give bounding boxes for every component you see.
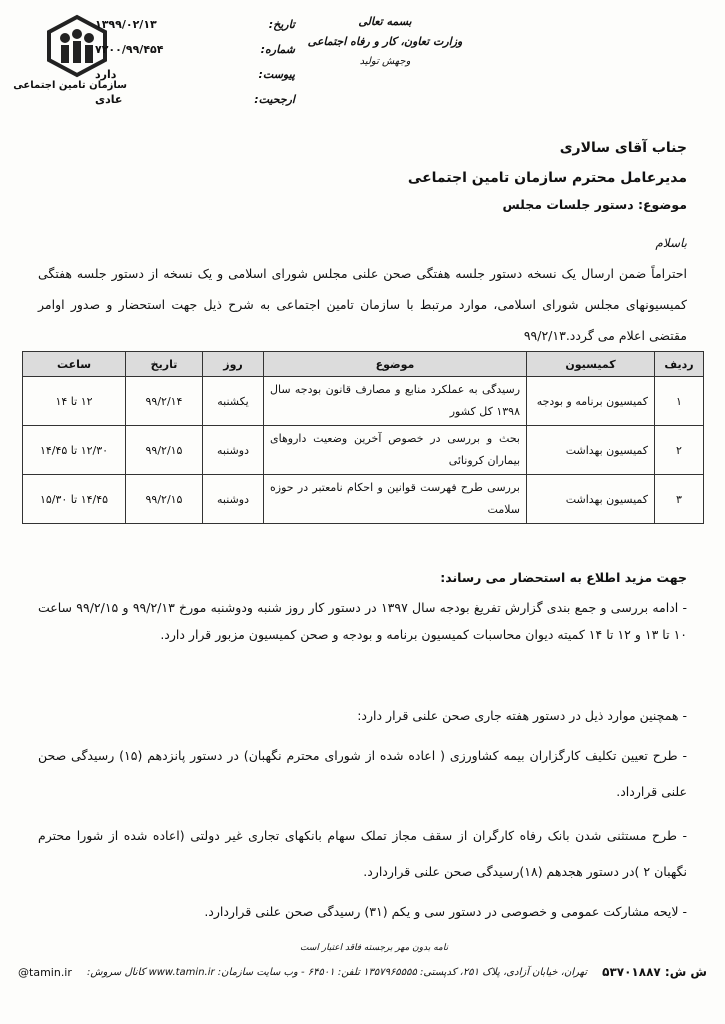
cell-subject: رسیدگی به عملکرد منابع و مصارف قانون بودجه سال ۱۳۹۸ کل کشور [264, 377, 527, 426]
letter-subject: موضوع: دستور جلسات مجلس [502, 197, 687, 212]
meta-label: تاریخ: [268, 18, 295, 31]
cell-commission: کمیسیون بهداشت [527, 475, 655, 524]
cell-num: ۲ [655, 426, 704, 475]
cell-time: ۱۴/۴۵ تا ۱۵/۳۰ [23, 475, 126, 524]
additional-item: - طرح مستثنی شدن بانک رفاه کارگران از سقف مجاز تملک سهام بانکهای تجاری غیر دولتی (اعاده شده از شورا محترم نگهبان ۲ )در دستور هجدهم (۱۸)رسیدگی صحن علنی قراردارد. [38, 828, 687, 879]
cell-day: دوشنبه [203, 475, 264, 524]
cell-date: ۹۹/۲/۱۴ [126, 377, 203, 426]
meta-row-attachment [95, 62, 295, 87]
meta-value: ۷۲۰۰/۹۹/۴۵۴ [95, 43, 164, 56]
contact-address: تهران، خیابان آزادی، پلاک ۲۵۱، کدپستی: ۱۳۵۷۹۶۵۵۵۵ تلفن: ۶۴۵۰۱ - وب سایت سازمان: www.tamin.ir کانال سروش: [87, 966, 588, 978]
letter-meta [95, 12, 295, 112]
intro-paragraph: احتراماً ضمن ارسال یک نسخه دستور جلسه هفتگی صحن علنی مجلس شورای اسلامی و یک نسخه از دستور جلسه هفتگی کمیسیونهای مجلس شورای اسلامی، موارد مرتبط با سازمان تامین اجتماعی به شرح ذیل جهت استحضار و صدور اوامر مقتضی اعلام می گردد.۹۹/۲/۱۳ [38, 266, 687, 343]
table-row [23, 426, 704, 475]
serial-number: ش ش: ۵۳۷۰۱۸۸۷ [602, 965, 707, 979]
col-header-commission: کمیسیون [527, 352, 655, 377]
soroush-channel: @tamin.ir [18, 965, 72, 979]
additional-heading: جهت مزید اطلاع به استحضار می رساند: [440, 570, 687, 585]
cell-date: ۹۹/۲/۱۵ [126, 426, 203, 475]
col-header-date: تاریخ [126, 352, 203, 377]
validity-note: نامه بدون مهر برجسته فاقد اعتبار است [300, 943, 449, 953]
meta-value: دارد [95, 68, 117, 81]
year-motto: وجهش تولید [359, 56, 411, 67]
letter-heading [300, 12, 470, 72]
meta-label: ارجحیت: [254, 93, 295, 106]
meta-value: ۱۳۹۹/۰۲/۱۳ [95, 18, 157, 31]
meta-value: عادی [95, 93, 123, 106]
meta-row-priority [95, 87, 295, 112]
table-row [23, 475, 704, 524]
recipient-title: مدیرعامل محترم سازمان تامین اجتماعی [407, 170, 687, 186]
org-name: سازمان تامین اجتماعی [13, 80, 127, 91]
bismillah: بسمه تعالی [358, 15, 412, 28]
cell-day: دوشنبه [203, 426, 264, 475]
meta-label: شماره: [260, 43, 295, 56]
cell-time: ۱۲/۳۰ تا ۱۴/۴۵ [23, 426, 126, 475]
cell-date: ۹۹/۲/۱۵ [126, 475, 203, 524]
cell-subject: بحث و بررسی در خصوص آخرین وضعیت داروهای بیماران کرونائی [264, 426, 527, 475]
commission-schedule-table [22, 351, 704, 524]
additional-item: - ادامه بررسی و جمع بندی گزارش تفریغ بودجه سال ۱۳۹۷ در دستور کار روز شنبه ودوشنبه مورخ ۹۹/۲/۱۳ و ۹۹/۲/۱۵ ساعت ۱۰ تا ۱۳ و ۱۲ تا ۱۴ کمیته دیوان محاسبات کمیسیون برنامه و بودجه و صحن کمیسیون مزبور قرار دارد. [38, 600, 687, 642]
meta-row-number [95, 37, 295, 62]
cell-commission: کمیسیون برنامه و بودجه [527, 377, 655, 426]
additional-item: - طرح تعیین تکلیف کارگزاران بیمه کشاورزی ( اعاده شده از شورای محترم نگهبان) در دستور پانزدهم (۱۵) رسیدگی صحن علنی قرارداد. [38, 748, 687, 799]
additional-item: - همچنین موارد ذیل در دستور هفته جاری صحن علنی قرار دارد: [357, 708, 687, 723]
meta-row-date [95, 12, 295, 37]
table-row [23, 377, 704, 426]
cell-num: ۳ [655, 475, 704, 524]
recipient-name: جناب آقای سالاری [559, 140, 687, 156]
cell-commission: کمیسیون بهداشت [527, 426, 655, 475]
cell-subject: بررسی طرح فهرست قوانین و احکام نامعتبر در حوزه سلامت [264, 475, 527, 524]
col-header-subject: موضوع [264, 352, 527, 377]
meta-label: پیوست: [258, 68, 295, 81]
cell-day: یکشنبه [203, 377, 264, 426]
letter-footer [18, 965, 707, 979]
cell-num: ۱ [655, 377, 704, 426]
col-header-time: ساعت [23, 352, 126, 377]
ministry-name: وزارت تعاون، کار و رفاه اجتماعی [307, 35, 463, 48]
cell-time: ۱۲ تا ۱۴ [23, 377, 126, 426]
col-header-day: روز [203, 352, 264, 377]
col-header-num: ردیف [655, 352, 704, 377]
greeting: باسلام [655, 236, 687, 250]
table-header-row [23, 352, 704, 377]
additional-item: - لایحه مشارکت عمومی و خصوصی در دستور سی و یکم (۳۱) رسیدگی صحن علنی قراردارد. [204, 904, 687, 919]
